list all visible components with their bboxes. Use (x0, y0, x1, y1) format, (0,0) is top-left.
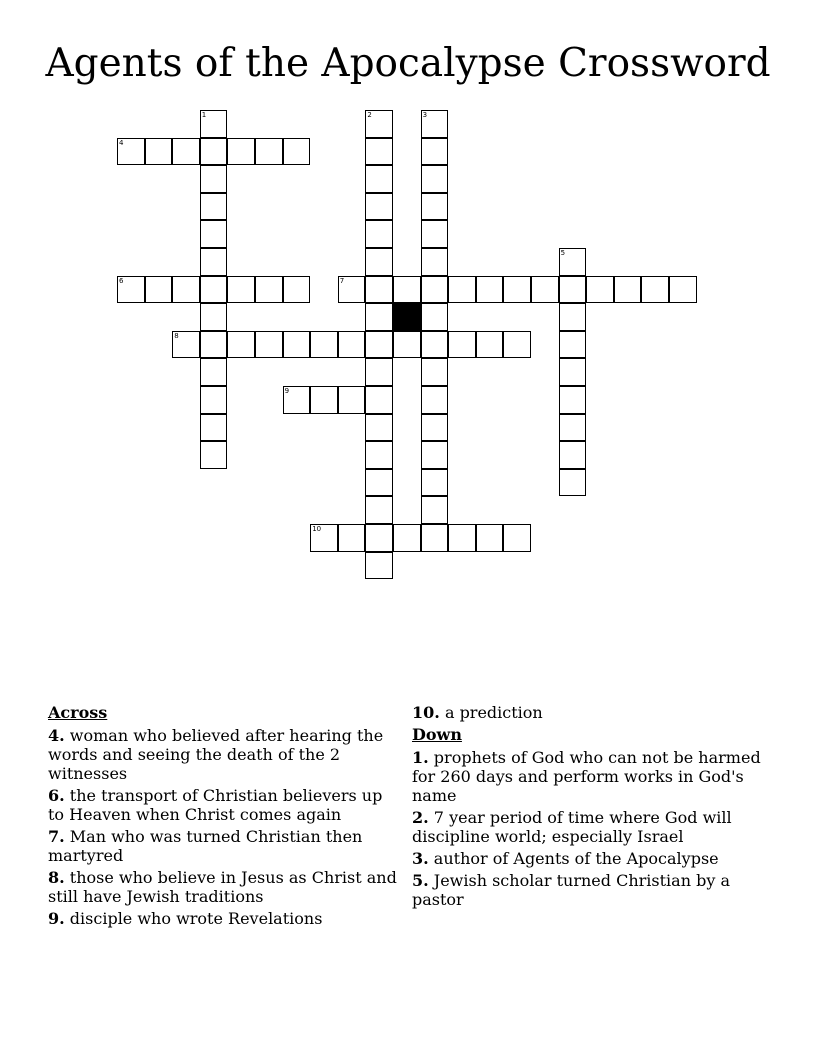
grid-cell[interactable] (310, 386, 338, 414)
grid-cell[interactable] (421, 469, 449, 497)
grid-cell[interactable] (365, 110, 393, 138)
down-clue-2 (412, 808, 762, 846)
grid-cell[interactable] (393, 276, 421, 304)
grid-cell[interactable] (448, 524, 476, 552)
cell-number: 5 (560, 249, 566, 257)
cell-number: 1 (201, 111, 207, 119)
grid-cell[interactable] (503, 276, 531, 304)
clue-number: 3. (412, 849, 429, 868)
grid-cell[interactable] (448, 276, 476, 304)
grid-cell[interactable] (365, 220, 393, 248)
grid-cell[interactable] (172, 138, 200, 166)
grid-cell[interactable] (421, 220, 449, 248)
grid-cell[interactable] (200, 386, 228, 414)
cell-number: 2 (367, 111, 372, 119)
grid-cell[interactable] (421, 386, 449, 414)
clue-text: author of Agents of the Apocalypse (433, 849, 719, 868)
grid-cell[interactable] (641, 276, 669, 304)
grid-cell[interactable] (227, 331, 255, 359)
grid-cell[interactable] (200, 193, 228, 221)
across-clue-9 (48, 909, 400, 928)
down-clue-5 (412, 871, 762, 909)
clue-text: Man who was turned Christian then martyred (48, 827, 363, 865)
grid-cell[interactable] (365, 496, 393, 524)
grid-cell[interactable] (559, 414, 587, 442)
across-clue-4 (48, 726, 400, 783)
across-clue-6 (48, 786, 400, 824)
cell-number: 7 (339, 276, 345, 285)
grid-cell[interactable] (200, 276, 228, 304)
grid-cell[interactable] (200, 220, 228, 248)
grid-cell[interactable] (172, 331, 200, 359)
grid-cell[interactable] (365, 303, 393, 331)
grid-cell[interactable] (365, 469, 393, 497)
clue-number: 7. (48, 827, 65, 846)
grid-cell[interactable] (421, 248, 449, 276)
grid-cell[interactable] (559, 441, 587, 469)
grid-cell[interactable] (227, 138, 255, 166)
grid-cell[interactable] (421, 193, 449, 221)
grid-block-cell (393, 303, 421, 331)
clues-column-left (48, 703, 400, 931)
cell-number: 10 (312, 525, 322, 533)
grid-cell[interactable] (338, 386, 366, 414)
across-clue-10 (412, 703, 762, 722)
grid-cell[interactable] (200, 138, 228, 166)
clue-number: 9. (48, 909, 65, 928)
down-heading: Down (412, 725, 462, 744)
clue-text: disciple who wrote Revelations (69, 909, 323, 928)
grid-cell[interactable] (476, 331, 504, 359)
grid-cell[interactable] (117, 138, 145, 166)
grid-cell[interactable] (365, 386, 393, 414)
grid-cell[interactable] (393, 331, 421, 359)
grid-cell[interactable] (283, 138, 311, 166)
grid-cell[interactable] (310, 331, 338, 359)
grid-cell[interactable] (614, 276, 642, 304)
grid-cell[interactable] (421, 331, 449, 359)
grid-cell[interactable] (200, 110, 228, 138)
clue-text: woman who believed after hearing the words and seeing the death of the 2 witnesses (48, 726, 384, 783)
grid-cell[interactable] (421, 276, 449, 304)
cell-number: 4 (119, 138, 124, 147)
grid-cell[interactable] (559, 386, 587, 414)
grid-cell[interactable] (365, 331, 393, 359)
grid-cell[interactable] (421, 110, 449, 138)
grid-cell[interactable] (421, 165, 449, 193)
page-title: Agents of the Apocalypse Crossword (45, 41, 771, 86)
grid-cell[interactable] (145, 138, 173, 166)
across-heading: Across (48, 703, 108, 722)
grid-cell[interactable] (531, 276, 559, 304)
clue-number: 5. (412, 871, 429, 890)
clue-text: a prediction (444, 703, 543, 722)
grid-cell[interactable] (503, 524, 531, 552)
clue-text: the transport of Christian believers up to Heaven when Christ comes again (48, 786, 383, 824)
grid-cell[interactable] (200, 303, 228, 331)
grid-cell[interactable] (145, 276, 173, 304)
grid-cell[interactable] (200, 414, 228, 442)
grid-cell[interactable] (559, 358, 587, 386)
clue-number: 8. (48, 868, 65, 887)
grid-cell[interactable] (310, 524, 338, 552)
clue-text: prophets of God who can not be harmed for 260 days and perform works in God's name (412, 748, 761, 805)
grid-cell[interactable] (476, 276, 504, 304)
clue-text: those who believe in Jesus as Christ and still have Jewish traditions (48, 868, 397, 906)
grid-cell[interactable] (559, 331, 587, 359)
grid-cell[interactable] (421, 496, 449, 524)
grid-cell[interactable] (283, 276, 311, 304)
grid-cell[interactable] (117, 276, 145, 304)
grid-cell[interactable] (200, 358, 228, 386)
grid-cell[interactable] (283, 331, 311, 359)
clue-number: 10. (412, 703, 440, 722)
down-clue-3 (412, 849, 762, 868)
grid-cell[interactable] (255, 138, 283, 166)
grid-cell[interactable] (421, 358, 449, 386)
grid-cell[interactable] (200, 331, 228, 359)
grid-cell[interactable] (365, 414, 393, 442)
grid-cell[interactable] (503, 331, 531, 359)
grid-cell[interactable] (365, 165, 393, 193)
clue-number: 4. (48, 726, 65, 745)
grid-cell[interactable] (669, 276, 697, 304)
grid-cell[interactable] (365, 441, 393, 469)
grid-cell[interactable] (172, 276, 200, 304)
cell-number: 3 (422, 111, 428, 119)
grid-cell[interactable] (338, 524, 366, 552)
grid-cell[interactable] (559, 276, 587, 304)
grid-cell[interactable] (365, 248, 393, 276)
clue-text: Jewish scholar turned Christian by a pastor (412, 871, 730, 909)
grid-cell[interactable] (200, 248, 228, 276)
across-clue-8 (48, 868, 400, 906)
grid-cell[interactable] (283, 386, 311, 414)
grid-cell[interactable] (365, 138, 393, 166)
grid-cell[interactable] (365, 524, 393, 552)
grid-cell[interactable] (338, 276, 366, 304)
grid-cell[interactable] (421, 138, 449, 166)
grid-cell[interactable] (365, 276, 393, 304)
clues-column-right (412, 703, 762, 912)
grid-cell[interactable] (393, 524, 421, 552)
cell-number: 6 (119, 276, 124, 285)
grid-cell[interactable] (559, 248, 587, 276)
grid-cell[interactable] (227, 276, 255, 304)
grid-cell[interactable] (338, 331, 366, 359)
cell-number: 9 (284, 387, 290, 395)
grid-cell[interactable] (200, 165, 228, 193)
grid-cell[interactable] (421, 414, 449, 442)
grid-cell[interactable] (365, 193, 393, 221)
grid-cell[interactable] (421, 303, 449, 331)
grid-cell[interactable] (255, 331, 283, 359)
clue-text: 7 year period of time where God will discipline world; especially Israel (412, 808, 732, 846)
grid-cell[interactable] (559, 469, 587, 497)
down-clue-1 (412, 748, 762, 805)
grid-cell[interactable] (586, 276, 614, 304)
grid-cell[interactable] (255, 276, 283, 304)
grid-cell[interactable] (365, 358, 393, 386)
grid-cell[interactable] (476, 524, 504, 552)
grid-cell[interactable] (448, 331, 476, 359)
clue-number: 1. (412, 748, 429, 767)
grid-cell[interactable] (421, 441, 449, 469)
clue-number: 2. (412, 808, 429, 827)
across-clue-7 (48, 827, 400, 865)
cell-number: 8 (174, 331, 179, 340)
grid-cell[interactable] (559, 303, 587, 331)
clue-number: 6. (48, 786, 65, 805)
grid-cell[interactable] (421, 524, 449, 552)
grid-cell[interactable] (200, 441, 228, 469)
grid-cell[interactable] (365, 552, 393, 580)
